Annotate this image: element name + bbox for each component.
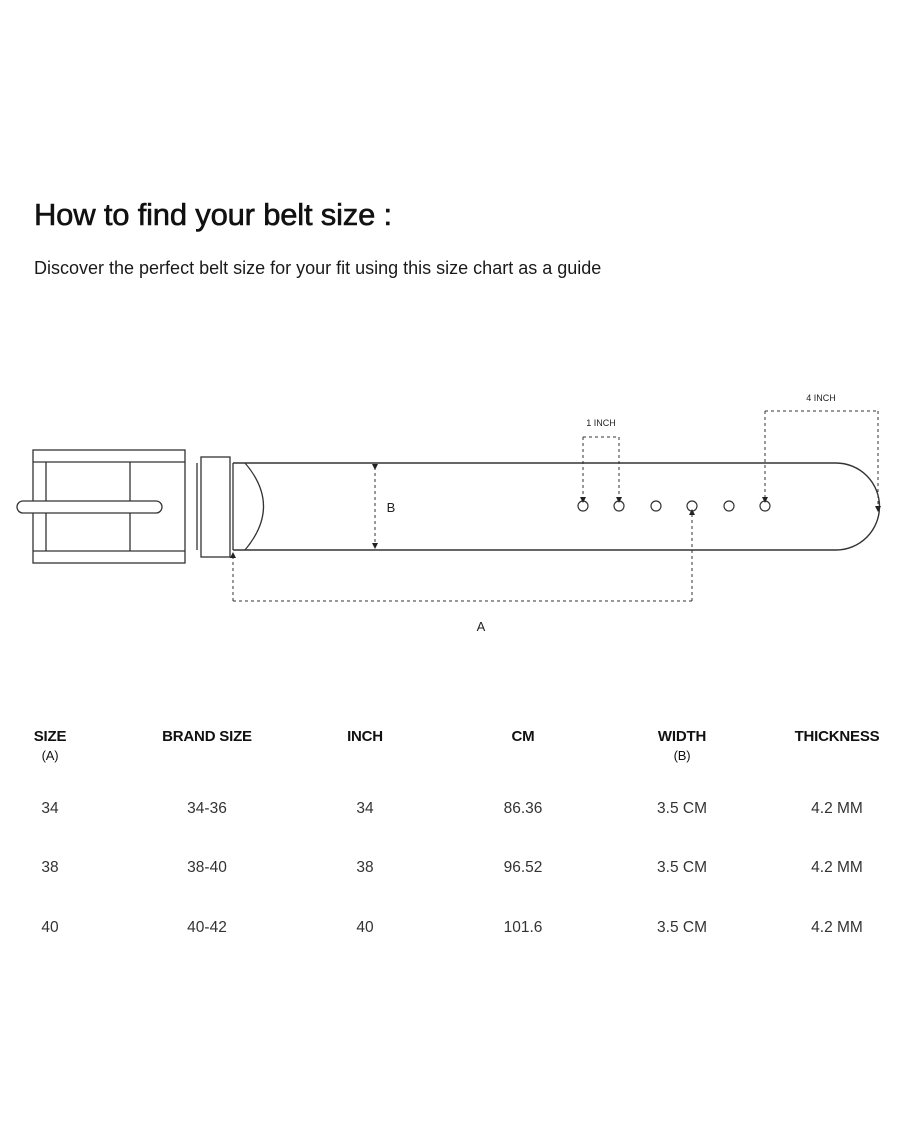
header-cm: CM bbox=[511, 728, 535, 745]
header-width: WIDTH (B) bbox=[657, 728, 707, 763]
cell-cm: 96.52 bbox=[503, 859, 543, 876]
buckle-prong bbox=[17, 501, 162, 513]
length-label: A bbox=[476, 619, 486, 634]
header-size-sub: (A) bbox=[41, 748, 59, 763]
cell-size: 34 bbox=[41, 800, 59, 817]
belt-buckle bbox=[17, 450, 185, 563]
cell-inch: 40 bbox=[356, 919, 374, 936]
belt-hole bbox=[760, 501, 770, 511]
cell-cm: 86.36 bbox=[503, 800, 543, 817]
belt-hole bbox=[724, 501, 734, 511]
header-thickness: THICKNESS bbox=[794, 728, 880, 745]
cell-width: 3.5 CM bbox=[657, 800, 707, 817]
length-dimension bbox=[233, 512, 692, 601]
table-row bbox=[0, 800, 900, 820]
header-size: SIZE (A) bbox=[33, 728, 67, 763]
table-row bbox=[0, 859, 900, 879]
cell-brand-size: 38-40 bbox=[187, 859, 227, 876]
belt-hole bbox=[578, 501, 588, 511]
cell-brand-size: 34-36 bbox=[187, 800, 227, 817]
tip-length-label: 4 INCH bbox=[806, 393, 836, 403]
belt-diagram bbox=[0, 380, 900, 640]
cell-size: 40 bbox=[41, 919, 59, 936]
cell-thickness: 4.2 MM bbox=[811, 859, 863, 876]
page-title: How to find your belt size : bbox=[34, 196, 392, 232]
table-header-row bbox=[0, 728, 900, 763]
header-brand-size: BRAND SIZE bbox=[162, 728, 252, 745]
cell-width: 3.5 CM bbox=[657, 919, 707, 936]
cell-inch: 34 bbox=[356, 800, 374, 817]
belt-keeper bbox=[197, 457, 233, 557]
tip-length-dimension bbox=[765, 411, 878, 509]
cell-thickness: 4.2 MM bbox=[811, 919, 863, 936]
page-subtitle: Discover the perfect belt size for your fit using this size chart as a guide bbox=[34, 258, 602, 278]
hole-spacing-label: 1 INCH bbox=[586, 418, 616, 428]
hole-spacing-dimension bbox=[583, 437, 619, 500]
size-chart-table bbox=[0, 728, 900, 939]
cell-inch: 38 bbox=[356, 859, 374, 876]
cell-thickness: 4.2 MM bbox=[811, 800, 863, 817]
width-label: B bbox=[386, 500, 396, 515]
belt-end-curve bbox=[245, 463, 264, 550]
cell-cm: 101.6 bbox=[503, 919, 543, 936]
belt-strap bbox=[233, 463, 880, 550]
header-inch: INCH bbox=[347, 728, 383, 745]
belt-hole bbox=[651, 501, 661, 511]
table-row bbox=[0, 919, 900, 939]
belt-hole bbox=[614, 501, 624, 511]
header-width-sub: (B) bbox=[673, 748, 691, 763]
belt-holes bbox=[578, 501, 770, 511]
cell-size: 38 bbox=[41, 859, 59, 876]
cell-brand-size: 40-42 bbox=[187, 919, 227, 936]
cell-width: 3.5 CM bbox=[657, 859, 707, 876]
belt-hole bbox=[687, 501, 697, 511]
